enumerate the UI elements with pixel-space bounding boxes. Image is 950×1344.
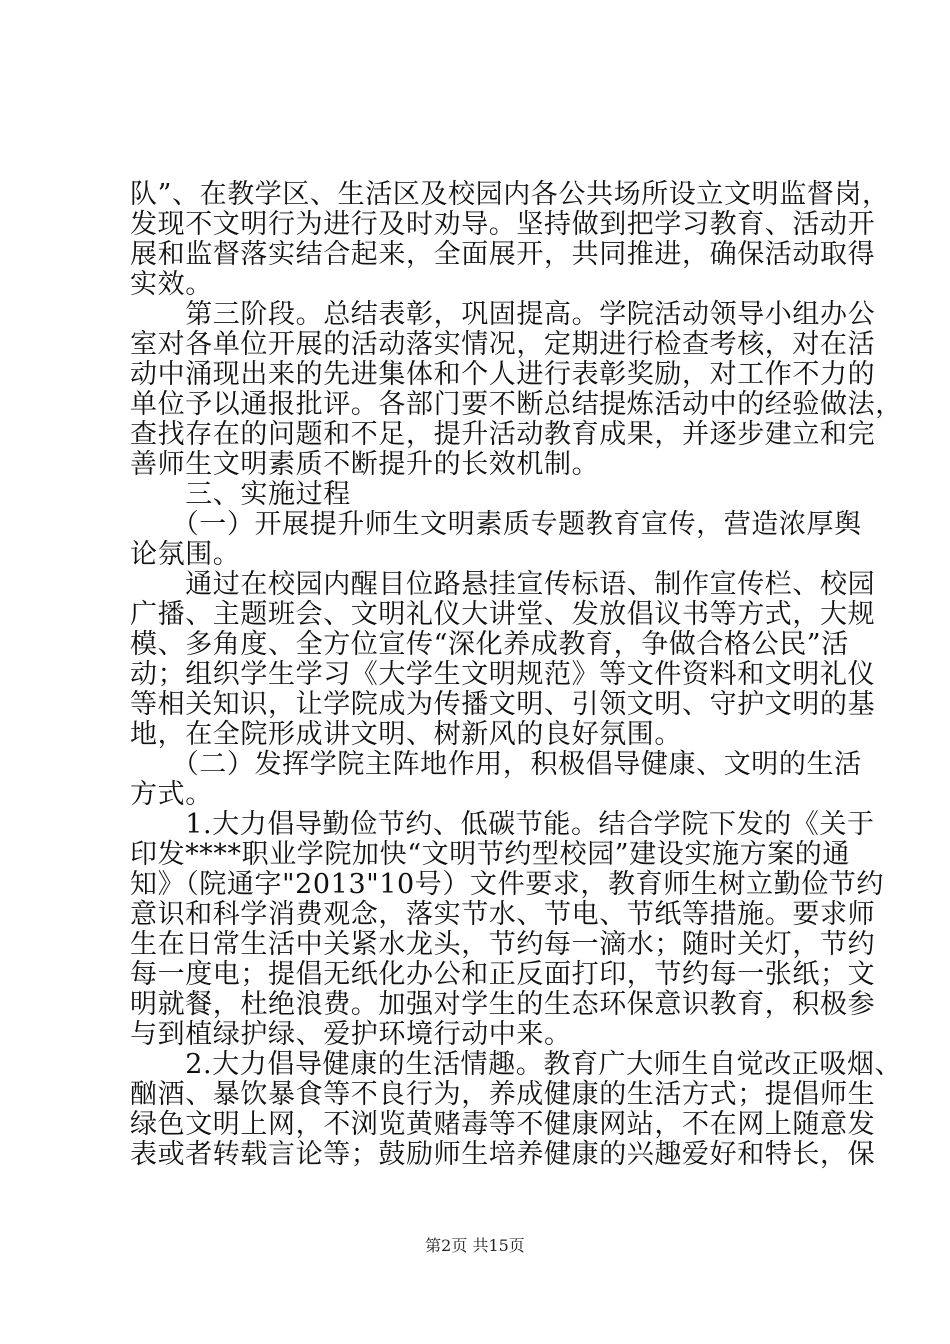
text-line: （二）发挥学院主阵地作用，积极倡导健康、文明的生活 bbox=[130, 749, 862, 780]
text-line: 通过在校园内醒目位路悬挂宣传标语、制作宣传栏、校园 bbox=[130, 569, 876, 600]
text-line: 室对各单位开展的活动落实情况，定期进行检查考核，对在活 bbox=[130, 329, 876, 360]
text-line: 发现不文明行为进行及时劝导。坚持做到把学习教育、活动开 bbox=[130, 209, 876, 240]
text-line: 展和监督落实结合起来，全面展开，共同推进，确保活动取得 bbox=[130, 239, 876, 270]
text-line: 单位予以通报批评。各部门要不断总结提炼活动中的经验做法， bbox=[130, 389, 903, 420]
section-heading: 三、实施过程 bbox=[130, 479, 351, 510]
text-line: 等相关知识，让学院成为传播文明、引领文明、守护文明的基 bbox=[130, 689, 876, 720]
text-line: 酗酒、暴饮暴食等不良行为，养成健康的生活方式；提倡师生 bbox=[130, 1079, 876, 1110]
text-line: 第三阶段。总结表彰，巩固提高。学院活动领导小组办公 bbox=[130, 299, 876, 330]
text-line: 方式。 bbox=[130, 779, 213, 810]
text-line: 地，在全院形成讲文明、树新风的良好氛围。 bbox=[130, 719, 682, 750]
text-line: 队”、在教学区、生活区及校园内各公共场所设立文明监督岗， bbox=[130, 179, 890, 210]
text-line: 明就餐，杜绝浪费。加强对学生的生态环保意识教育，积极参 bbox=[130, 989, 876, 1020]
text-line: 查找存在的问题和不足，提升活动教育成果，并逐步建立和完 bbox=[130, 419, 876, 450]
text-line: 意识和科学消费观念，落实节水、节电、节纸等措施。要求师 bbox=[130, 899, 876, 930]
text-line: 生在日常生活中关紧水龙头，节约每一滴水；随时关灯，节约 bbox=[130, 929, 876, 960]
text-line: （一）开展提升师生文明素质专题教育宣传，营造浓厚舆 bbox=[130, 509, 862, 540]
text-line: 动中涌现出来的先进集体和个人进行表彰奖励，对工作不力的 bbox=[130, 359, 876, 390]
text-line: 知》（院通字"2013"10号）文件要求，教育师生树立勤俭节约 bbox=[130, 869, 885, 900]
text-line: 善师生文明素质不断提升的长效机制。 bbox=[130, 449, 600, 480]
page-footer: 第2页 共15页 bbox=[425, 1236, 525, 1255]
text-line: 1.大力倡导勤俭节约、低碳节能。结合学院下发的《关于 bbox=[130, 809, 875, 840]
text-line: 2.大力倡导健康的生活情趣。教育广大师生自觉改正吸烟、 bbox=[130, 1049, 903, 1080]
text-line: 模、多角度、全方位宣传“深化养成教育，争做合格公民”活 bbox=[130, 629, 849, 660]
text-line: 与到植绿护绿、爱护环境行动中来。 bbox=[130, 1019, 572, 1050]
text-line: 每一度电；提倡无纸化办公和正反面打印，节约每一张纸；文 bbox=[130, 959, 876, 990]
text-line: 印发****职业学院加快“文明节约型校园”建设实施方案的通 bbox=[130, 839, 851, 870]
text-line: 绿色文明上网，不浏览黄赌毒等不健康网站，不在网上随意发 bbox=[130, 1109, 876, 1140]
text-line: 论氛围。 bbox=[130, 539, 241, 570]
text-line: 实效。 bbox=[130, 269, 213, 300]
text-line: 动；组织学生学习《大学生文明规范》等文件资料和文明礼仪 bbox=[130, 659, 876, 690]
text-line: 表或者转载言论等；鼓励师生培养健康的兴趣爱好和特长，保 bbox=[130, 1139, 876, 1170]
text-line: 广播、主题班会、文明礼仪大讲堂、发放倡议书等方式，大规 bbox=[130, 599, 876, 630]
